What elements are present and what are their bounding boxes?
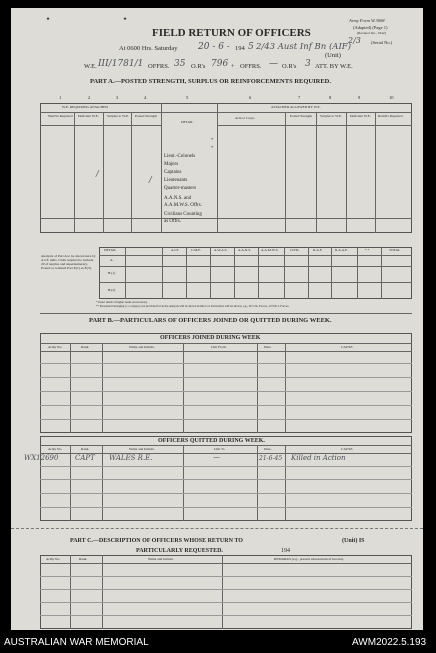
- handwritten-mark: /: [96, 169, 99, 178]
- analysis-col-aans: A.A.N.S.: [238, 248, 252, 252]
- analysis-col-raf: R.A.F.: [313, 248, 323, 252]
- return-year-value: 5: [248, 42, 254, 52]
- col-number: 9: [358, 95, 361, 100]
- part-c-table: [40, 555, 412, 629]
- rank-quartermasters: Quarter-masters: [164, 186, 197, 191]
- ors-attached-label: O.R's: [282, 63, 297, 70]
- form-adapted-note: (Adapted) (Page 1): [353, 25, 388, 30]
- col-header-reinforcements: Num'bs Required: [48, 114, 73, 118]
- analysis-col-civil: CIVIL: [290, 248, 300, 252]
- quitted-col-cause: CAUSE.: [341, 447, 354, 451]
- quitted-col-name: Name and Initials.: [129, 447, 155, 451]
- col-header-deficient-2: Deficient W.E.: [350, 114, 371, 118]
- part-a-table: [40, 103, 412, 233]
- offrs-label: OFFRS.: [148, 63, 170, 70]
- asterisk-mark: *: [211, 145, 214, 150]
- quitted-rank: CAPT: [75, 454, 95, 462]
- part-c-col-remarks: REMARKS (e.g., present whereabouts if known).: [274, 557, 344, 561]
- part-c-year: 194: [281, 548, 290, 554]
- analysis-col-cmf: C.M.F.: [191, 248, 201, 252]
- part-c-col-name: Name and Initials.: [148, 557, 174, 561]
- part-c-heading-line2: PARTICULARLY REQUESTED.: [136, 548, 223, 554]
- part-c-heading-line1: PART C.—DESCRIPTION OF OFFICERS WHOSE RETURN TO: [70, 538, 243, 544]
- analysis-col-awas: A.W.A.S.: [214, 248, 228, 252]
- analysis-col-total: TOTAL: [389, 248, 401, 252]
- quitted-name: WALES R.E.: [109, 454, 153, 462]
- col-header-surplus-2: Surplus to W.E.: [320, 114, 342, 118]
- analysis-detail-header: DETAIL: [104, 248, 117, 252]
- offrs-value: 35: [174, 59, 186, 69]
- analysis-col-aamws: A.A.M.W.S.: [261, 248, 279, 252]
- joined-col-rank: Rank.: [81, 345, 90, 349]
- part-a-heading: PART A.—POSTED STRENGTH, SURPLUS OR REINFORCEMENTS REQUIRED.: [90, 78, 331, 85]
- joined-col-cause: CAUSE.: [341, 345, 354, 349]
- analysis-row-b1: B.(1): [108, 271, 116, 275]
- quitted-cause: Killed in Action: [291, 454, 346, 462]
- col-header-surplus: Surplus to W.E.: [107, 114, 129, 118]
- offrs-attached-label: OFFRS.: [240, 63, 262, 70]
- part-b-heading: PART B.—PARTICULARS OF OFFICERS JOINED OR QUITTED DURING WEEK.: [89, 317, 332, 324]
- offrs-attached-value: —: [269, 59, 278, 69]
- corner-star-mark: ★: [123, 16, 128, 21]
- col-number: 8: [329, 95, 332, 100]
- quitted-title: OFFICERS QUITTED DURING WEEK.: [158, 438, 265, 444]
- corner-star-mark: ★: [46, 16, 51, 21]
- rank-aamws: A.A.M.W.S. Offrs.: [164, 203, 202, 208]
- ors-attached-value: 3: [305, 59, 311, 69]
- col-number: 7: [298, 95, 301, 100]
- serial-number-label: (Serial No.): [371, 40, 393, 45]
- quitted-unit-to: —: [213, 453, 220, 461]
- col-number: 2: [88, 95, 91, 100]
- quitted-col-unit-to: Unit To: [214, 447, 225, 451]
- col-header-detail: DETAIL: [181, 120, 194, 124]
- joined-col-unit-from: Unit From.: [211, 345, 227, 349]
- joined-col-date: Date.: [264, 345, 272, 349]
- analysis-col-raaf: R.A.A.F.: [335, 248, 348, 252]
- analysis-row-a: A.: [110, 258, 114, 262]
- footer-catalogue-number: AWM2022.5.193: [352, 637, 427, 648]
- footer-archive-name: AUSTRALIAN WAR MEMORIAL: [4, 637, 149, 648]
- analysis-col-aif: A.I.F.: [171, 248, 179, 252]
- form-title: FIELD RETURN OF OFFICERS: [152, 27, 311, 39]
- rank-civilians: Civilians Counting: [164, 212, 202, 217]
- col-header-reinforcements-2: Reinf'ts Required: [378, 114, 403, 118]
- part-c-col-rank: Rank.: [79, 557, 88, 561]
- rank-lieut-colonels: Lieut.-Colonels: [164, 154, 196, 159]
- archive-footer: [0, 630, 436, 653]
- col-number: 10: [389, 95, 394, 100]
- col-header-posted-2: Posted Strength: [290, 114, 313, 118]
- col-header-deficient: Deficient W.E.: [78, 114, 99, 118]
- return-time-label: At 0600 Hrs. Saturday: [119, 45, 178, 52]
- joined-col-name: Name and Initials.: [129, 345, 155, 349]
- rank-aans: A.A.N.S. and: [164, 196, 192, 201]
- handwritten-mark: /: [149, 175, 152, 184]
- plus-sign: +: [231, 63, 235, 70]
- quitted-col-army-no: Army No.: [48, 447, 63, 451]
- col-number: 1: [59, 95, 62, 100]
- col-header-arm-corps: Arm or Corps: [235, 116, 255, 120]
- serial-number-value: 2/3: [348, 36, 361, 45]
- col-number: 5: [186, 95, 189, 100]
- quitted-date: 21-6-45: [259, 455, 283, 462]
- rank-civilians-as-offrs: as Offrs.: [164, 219, 182, 224]
- we-value: III/1781/1: [98, 59, 144, 69]
- rank-lieutenants: Lieutenants: [164, 178, 188, 183]
- perforation-line: [11, 528, 423, 529]
- ors-label: O.R's: [191, 63, 206, 70]
- part-c-col-army-no: Army No.: [46, 557, 61, 561]
- col-number: 3: [116, 95, 119, 100]
- joined-title: OFFICERS JOINED DURING WEEK: [160, 335, 261, 341]
- form-page: [11, 8, 423, 630]
- col-number: 4: [144, 95, 147, 100]
- rank-captains: Captains: [164, 170, 182, 175]
- quitted-army-no: WX12690: [24, 454, 59, 462]
- analysis-note: Analysis of Part A to be shown here by A.I.F. units. Units required to include 20 of surplus and supernumerary. Posted or retained Part E(1) as E(3).: [41, 254, 96, 270]
- asterisk-mark: *: [211, 137, 214, 142]
- joined-col-army-no: Army No.: [48, 345, 63, 349]
- quitted-col-date: Date.: [264, 447, 272, 451]
- analysis-col-other: * *: [365, 248, 370, 252]
- analysis-row-b2: B.(2): [108, 288, 116, 292]
- footnote-personnel: ** Personnel belonging to a category not provided for in the analysis will be shown in this Col. Particulars will be shown, e.g., 20 U.K. Forces, 10 N.E.I. Forces.: [96, 304, 290, 308]
- return-year-label: 194: [235, 45, 245, 52]
- part-c-unit-label: (Unit) IS: [342, 538, 365, 544]
- unit-name-value: 2/43 Aust Inf Bn (AIF): [256, 42, 352, 52]
- unit-label: (Unit): [325, 52, 341, 59]
- we-requiring-attached-header: W.E. REQUIRING ATTACHED: [62, 105, 108, 109]
- att-by-we-label: ATT. BY W.E.: [315, 63, 353, 70]
- footnote-detail: * Insert detail of higher ranks as necessary.: [96, 300, 148, 304]
- ors-value: 796: [211, 59, 229, 69]
- col-number: 6: [249, 95, 252, 100]
- form-revised-note: (Revised Jan., 1942): [357, 31, 386, 35]
- army-form-number: Army Form W.3008: [349, 18, 385, 23]
- rank-majors: Majors: [164, 162, 179, 167]
- we-label: W.E.: [84, 63, 97, 70]
- attached-allowed-header: ATTACHED ALLOWED BY W.E.: [271, 105, 321, 109]
- return-date-value: 20 - 6 -: [198, 42, 230, 52]
- quitted-col-rank: Rank.: [81, 447, 90, 451]
- col-header-posted: Posted Strength: [135, 114, 158, 118]
